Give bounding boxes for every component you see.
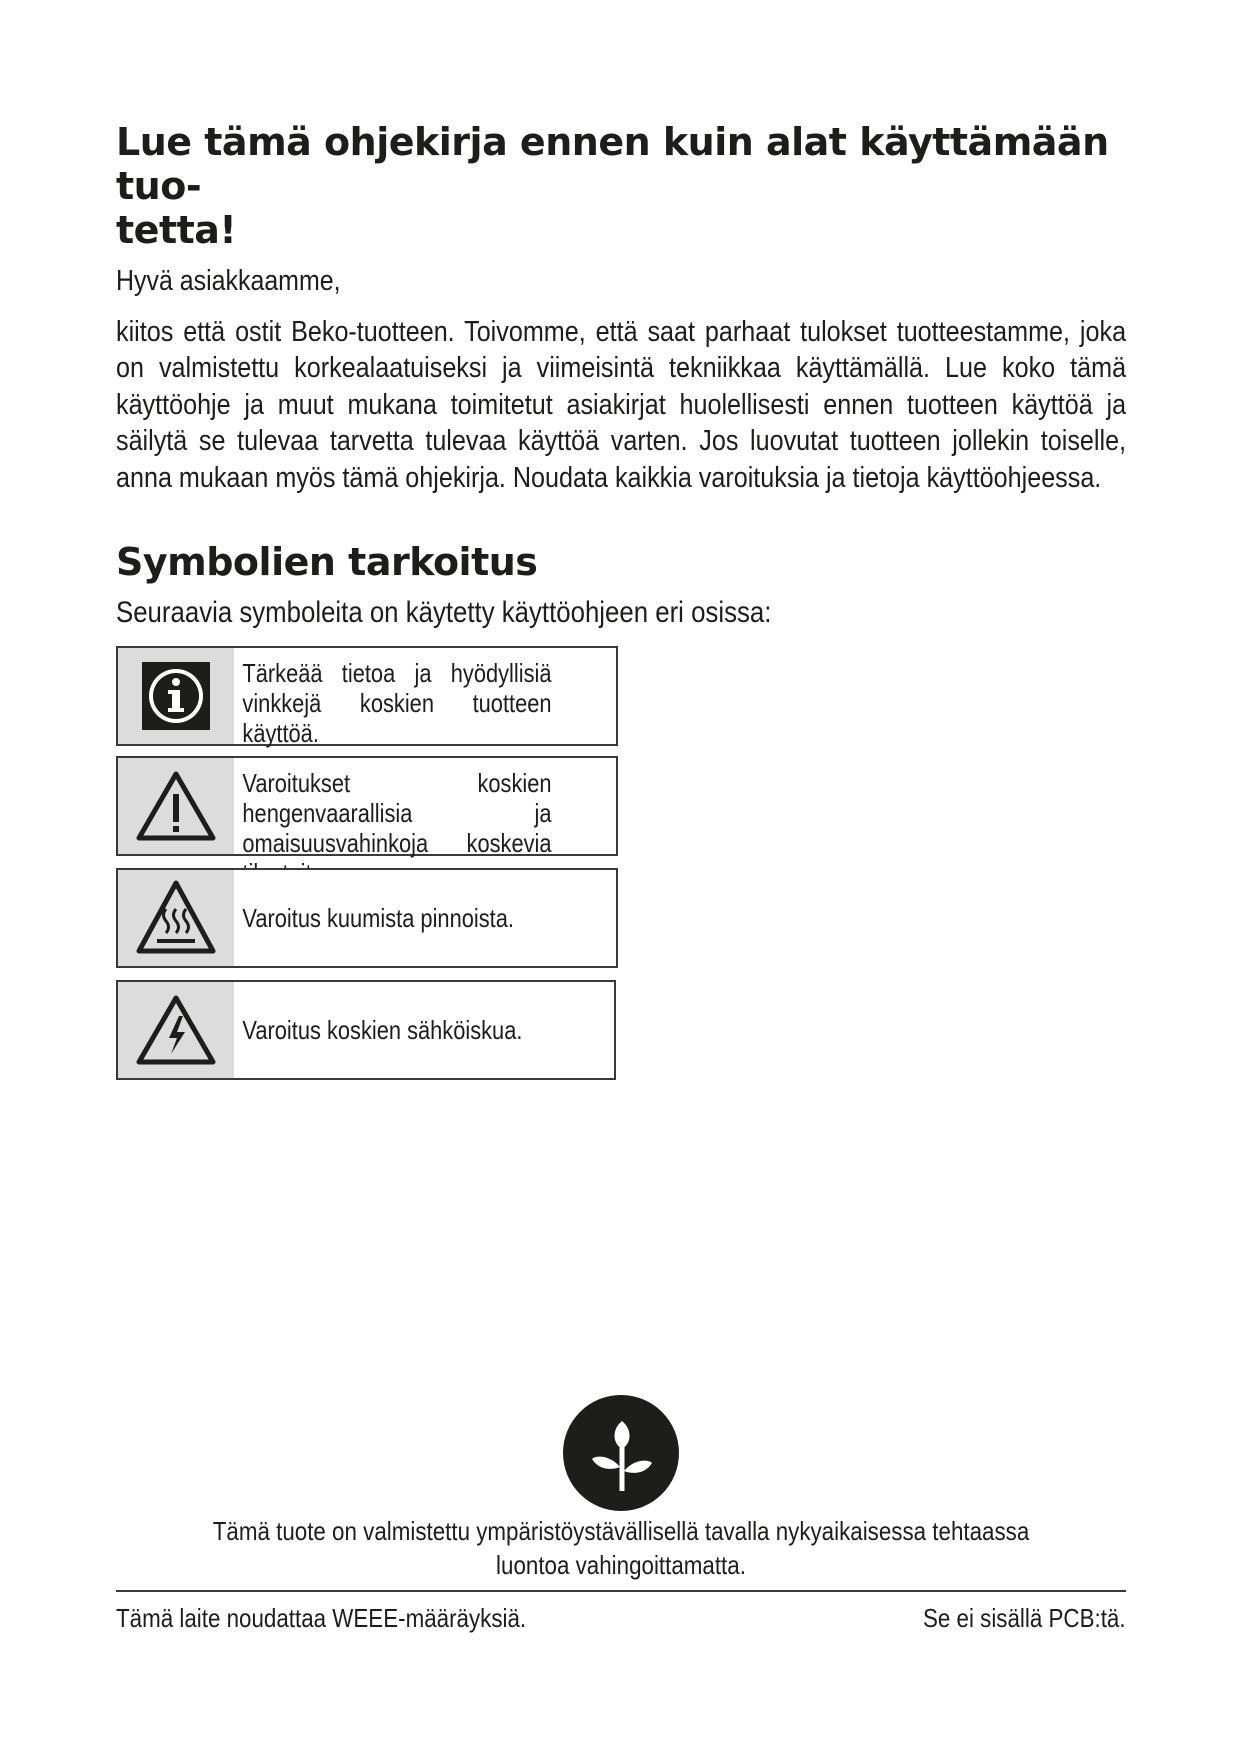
greeting: Hyvä asiakkaamme,: [116, 265, 341, 297]
symbols-lead: Seuraavia symboleita on käytetty käyttöohjeen eri osissa:: [116, 596, 772, 629]
footer-divider: [116, 1590, 1126, 1592]
eco-statement: Tämä tuote on valmistettu ympäristöystävällisellä tavalla nykyaikaisessa tehtaassa luontoa vahingoittamatta.: [212, 1516, 1030, 1580]
symbol-row-hot-surface: [116, 868, 618, 968]
hot-surface-icon: [118, 870, 234, 966]
intro-paragraph: kiitos että ostit Beko-tuotteen. Toivomme, että saat parhaat tulokset tuotteestamme, joka on valmistettu korkealaatuiseksi ja viimeisintä tekniikkaa käyttämällä. Lue koko tämä käyttöohje ja muut mukana toimitetut asiakirjat huolellisesti ennen tuotteen käyttöä ja säilytä se tulevaa tarvetta tulevaa käyttöä varten. Jos luovutat tuotteen jollekin toiselle, anna mukaan myös tämä ohjekirja. Noudata kaikkia varoituksia ja tietoja käyttöohjeessa.: [116, 316, 1127, 494]
symbol-description: Varoitus koskien sähköiskua.: [242, 1015, 523, 1045]
symbols-title: Symbolien tarkoitus: [116, 540, 538, 584]
leaf-icon: [563, 1395, 679, 1511]
page-title: Lue tämä ohjekirja ennen kuin alat käyttämään tuo- tetta!: [116, 120, 1109, 252]
warning-icon: [118, 758, 234, 854]
symbol-row-warning: [116, 756, 618, 856]
page-content: [116, 120, 1127, 1045]
symbol-description: Varoitus kuumista pinnoista.: [242, 903, 514, 933]
symbol-description: Tärkeää tietoa ja hyödyllisiä vinkkejä koskien tuotteen käyttöä.: [242, 658, 552, 748]
pcb-notice: Se ei sisällä PCB:tä.: [923, 1603, 1126, 1633]
info-icon: [118, 648, 234, 744]
electric-shock-icon: [118, 982, 234, 1078]
symbol-description: Varoitukset koskien hengenvaarallisia ja omaisuusvahinkoja koskevia: [242, 768, 552, 858]
symbol-row-electric-shock: [116, 980, 616, 1080]
symbol-row-info: [116, 646, 618, 746]
weee-notice: Tämä laite noudattaa WEEE-määräyksiä.: [116, 1603, 527, 1633]
